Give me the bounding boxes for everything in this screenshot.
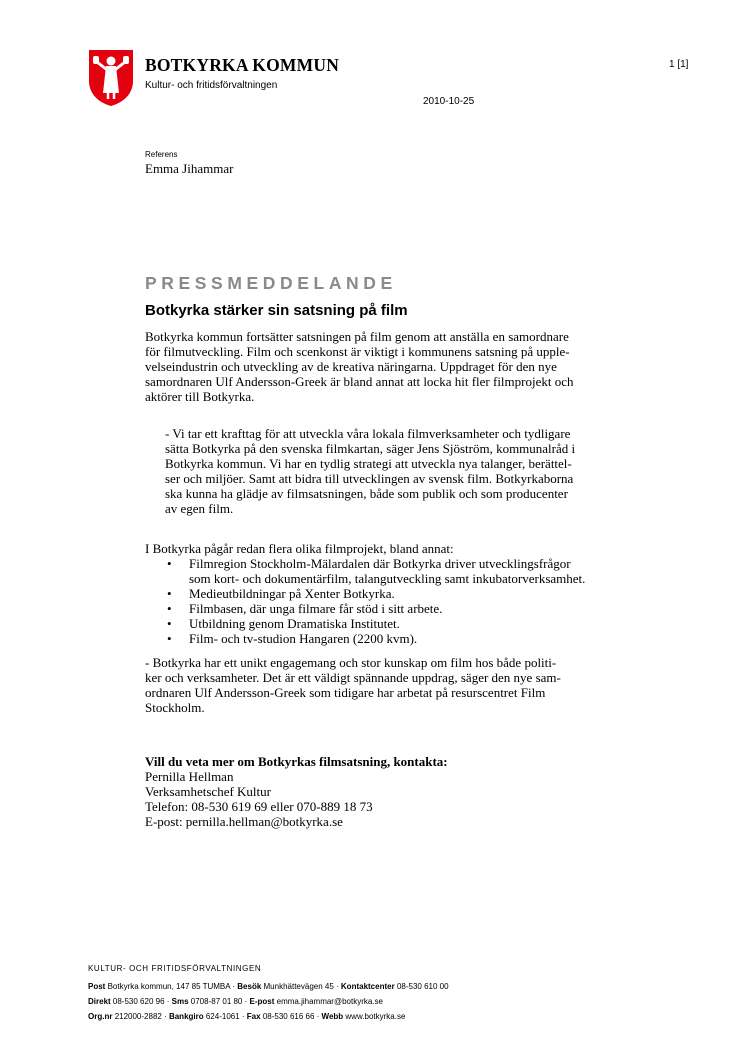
contact-email: E-post: pernilla.hellman@botkyrka.se (145, 813, 343, 829)
footer-separator: · (242, 997, 250, 1006)
footer-separator: · (164, 997, 172, 1006)
footer-separator: · (314, 1012, 322, 1021)
footer-separator: · (239, 1012, 247, 1021)
footer-value: 624-1061 (205, 1012, 240, 1021)
footer-label: Besök (237, 982, 262, 991)
footer-label: Sms (171, 997, 189, 1006)
text-line: Film- och tv-studion Hangaren (2200 kvm). (189, 630, 418, 646)
footer-department: KULTUR- OCH FRITIDSFÖRVALTNINGEN (88, 964, 262, 973)
footer-label: Direkt (88, 997, 111, 1006)
botkyrka-coat-of-arms-icon (88, 49, 134, 107)
footer-separator: · (333, 982, 341, 991)
text-line: Filmregion Stockholm-Mälardalen där Botkyrka driver utvecklingsfrågor (189, 556, 571, 571)
reference-label: Referens (145, 150, 178, 159)
list-item (167, 602, 585, 617)
footer-label: Bankgiro (168, 1012, 204, 1021)
footer-line-address (88, 982, 449, 991)
footer-value: www.botkyrka.se (345, 1012, 406, 1021)
text-line: ska kunna ha glädje av filmsatsningen, både som publik och som producenter (165, 485, 568, 501)
list-item (167, 587, 585, 602)
footer-line-org (88, 1012, 405, 1021)
text-line: ker och verksamheter. Det är ett väldigt spännande uppdrag, säger den nye sam- (145, 669, 561, 685)
contact-phone: Telefon: 08-530 619 69 eller 070-889 18 73 (145, 798, 373, 814)
footer-value: 212000-2882 (114, 1012, 162, 1021)
text-line: för filmutveckling. Film och scenkonst är viktigt i kommunens satsning på upple- (145, 343, 570, 359)
intro-paragraph (145, 330, 574, 405)
bullet-icon: • (167, 556, 172, 571)
footer-value: emma.jihammar@botkyrka.se (276, 997, 383, 1006)
quote-paragraph-1 (165, 427, 575, 516)
footer-value: 08-530 620 96 (112, 997, 165, 1006)
text-line: aktörer till Botkyrka. (145, 388, 255, 404)
text-line: Medieutbildningar på Xenter Botkyrka. (189, 585, 395, 601)
quote-paragraph-2 (145, 656, 561, 716)
text-line: samordnaren Ulf Andersson-Greek är bland annat att locka hit fler filmprojekt och (145, 373, 574, 389)
bullet-icon: • (167, 630, 172, 646)
press-release-title: PRESSMEDDELANDE (145, 273, 397, 293)
contact-heading: Vill du veta mer om Botkyrkas filmsatsning, kontakta: (145, 754, 448, 769)
text-line: velseindustrin och utveckling av de kreativa näringarna. Uppdraget för den nye (145, 358, 557, 374)
text-line: som kort- och dokumentärfilm, talangutveckling samt inkubatorverksamhet. (189, 570, 586, 586)
reference-name: Emma Jihammar (145, 161, 234, 176)
footer-value: 08-530 616 66 (262, 1012, 315, 1021)
department-name: Kultur- och fritidsförvaltningen (145, 80, 278, 91)
bullet-icon: • (167, 615, 172, 631)
text-line: sätta Botkyrka på den svenska filmkartan, säger Jens Sjöström, kommunalråd i (165, 440, 576, 456)
text-line: Utbildning genom Dramatiska Institutet. (189, 615, 400, 631)
footer-label: E-post (249, 997, 275, 1006)
text-line: av egen film. (165, 500, 234, 516)
contact-name: Pernilla Hellman (145, 768, 234, 784)
film-project-list (167, 557, 585, 646)
footer-value: Botkyrka kommun, 147 85 TUMBA (107, 982, 231, 991)
text-line: - Vi tar ett krafttag för att utveckla våra lokala filmverksamheter och tydligare (165, 426, 571, 441)
list-item (167, 617, 585, 632)
footer-label: Fax (246, 1012, 261, 1021)
list-item (167, 557, 585, 587)
text-line: ordnaren Ulf Andersson-Greek som tidigare har arbetat på resurscentret Film (145, 684, 546, 700)
document-date: 2010-10-25 (423, 96, 475, 107)
footer-value: Munkhättevägen 45 (263, 982, 334, 991)
bullet-icon: • (167, 585, 172, 601)
footer-separator: · (161, 1012, 169, 1021)
bullet-icon: • (167, 600, 172, 616)
footer-value: 0708-87 01 80 (190, 997, 243, 1006)
text-line: ser och miljöer. Samt att bidra till utvecklingen av svensk film. Botkyrkaborna (165, 470, 574, 486)
footer-label: Webb (321, 1012, 344, 1021)
text-line: Botkyrka kommun. Vi har en tydlig strategi att utveckla nya talanger, berättel- (165, 455, 572, 471)
organization-name: BOTKYRKA KOMMUN (145, 55, 340, 75)
headline: Botkyrka stärker sin satsning på film (145, 302, 408, 319)
contact-title: Verksamhetschef Kultur (145, 783, 271, 799)
list-item (167, 632, 585, 647)
footer-value: 08-530 610 00 (396, 982, 449, 991)
page-number: 1 [1] (669, 59, 689, 70)
footer-separator: · (230, 982, 238, 991)
text-line: Filmbasen, där unga filmare får stöd i sitt arbete. (189, 600, 443, 616)
text-line: Botkyrka kommun fortsätter satsningen på film genom att anställa en samordnare (145, 329, 569, 344)
list-intro: I Botkyrka pågår redan flera olika filmprojekt, bland annat: (145, 541, 454, 556)
footer-label: Org.nr (88, 1012, 113, 1021)
contact-block (145, 755, 448, 830)
footer-label: Post (88, 982, 106, 991)
text-line: Stockholm. (145, 699, 205, 715)
text-line: - Botkyrka har ett unikt engagemang och stor kunskap om film hos både politi- (145, 655, 557, 670)
footer-line-direct (88, 997, 383, 1006)
footer-label: Kontaktcenter (340, 982, 395, 991)
